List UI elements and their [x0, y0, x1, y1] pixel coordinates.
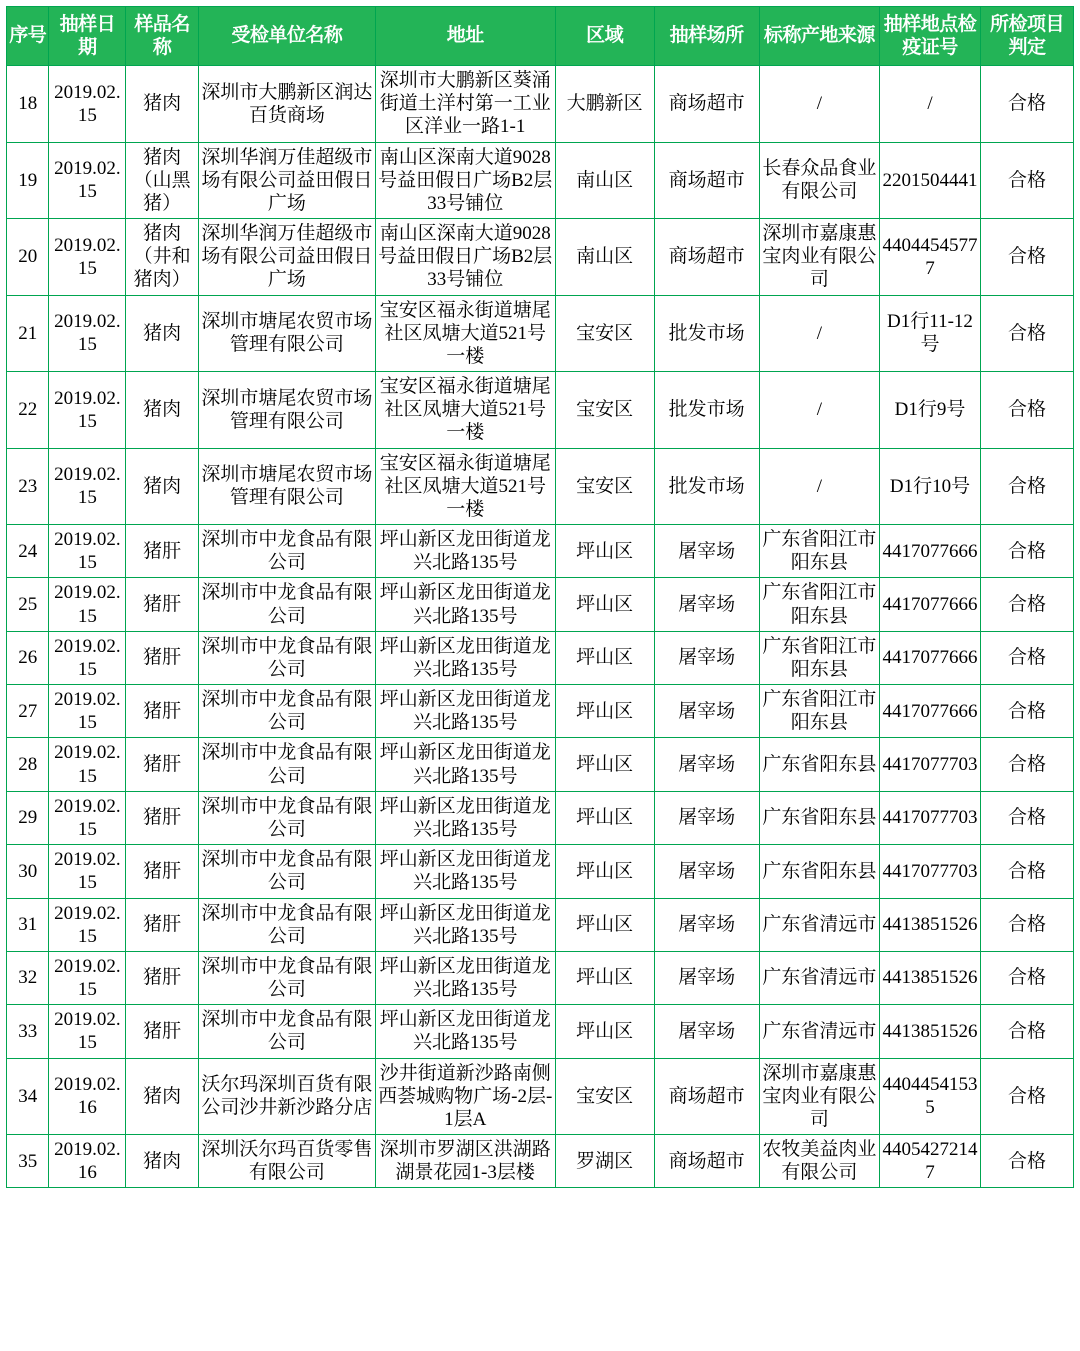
cell-origin: 广东省阳江市阳东县 — [759, 685, 879, 738]
cell-judgement: 合格 — [980, 685, 1073, 738]
cell-inspected-unit: 深圳市中龙食品有限公司 — [198, 631, 375, 684]
cell-sampling-date: 2019.02.15 — [49, 525, 126, 578]
cell-certificate-no: 4417077703 — [879, 791, 980, 844]
cell-sample-name: 猪肝 — [126, 1005, 199, 1058]
cell-sampling-place: 屠宰场 — [654, 1005, 759, 1058]
cell-sampling-place: 批发市场 — [654, 295, 759, 372]
cell-judgement: 合格 — [980, 372, 1073, 449]
cell-address: 坪山新区龙田街道龙兴北路135号 — [375, 525, 555, 578]
cell-sampling-place: 批发市场 — [654, 372, 759, 449]
cell-sampling-date: 2019.02.15 — [49, 951, 126, 1004]
cell-sampling-date: 2019.02.15 — [49, 219, 126, 296]
cell-judgement: 合格 — [980, 295, 1073, 372]
cell-row-number: 19 — [7, 142, 49, 219]
cell-judgement: 合格 — [980, 1005, 1073, 1058]
cell-certificate-no: 4417077703 — [879, 738, 980, 791]
cell-sampling-date: 2019.02.15 — [49, 1005, 126, 1058]
cell-row-number: 18 — [7, 66, 49, 143]
cell-sampling-place: 商场超市 — [654, 66, 759, 143]
column-header-place: 抽样场所 — [654, 7, 759, 66]
cell-origin: 广东省阳江市阳东县 — [759, 525, 879, 578]
cell-sampling-place: 屠宰场 — [654, 845, 759, 898]
cell-sample-name: 猪肝 — [126, 685, 199, 738]
cell-region: 宝安区 — [555, 295, 654, 372]
cell-region: 南山区 — [555, 219, 654, 296]
cell-certificate-no: D1行11-12号 — [879, 295, 980, 372]
cell-certificate-no: 4413851526 — [879, 951, 980, 1004]
table-row — [7, 295, 1074, 372]
cell-address: 坪山新区龙田街道龙兴北路135号 — [375, 845, 555, 898]
cell-region: 罗湖区 — [555, 1135, 654, 1188]
cell-row-number: 27 — [7, 685, 49, 738]
table-row — [7, 448, 1074, 525]
cell-judgement: 合格 — [980, 578, 1073, 631]
cell-region: 坪山区 — [555, 631, 654, 684]
cell-certificate-no: / — [879, 66, 980, 143]
cell-sampling-place: 屠宰场 — [654, 578, 759, 631]
cell-sample-name: 猪肉 — [126, 66, 199, 143]
cell-region: 宝安区 — [555, 448, 654, 525]
cell-sampling-date: 2019.02.15 — [49, 738, 126, 791]
cell-region: 坪山区 — [555, 738, 654, 791]
cell-origin: 广东省阳东县 — [759, 845, 879, 898]
cell-certificate-no: 44044541535 — [879, 1058, 980, 1135]
cell-address: 南山区深南大道9028号益田假日广场B2层33号铺位 — [375, 219, 555, 296]
column-header-region: 区域 — [555, 7, 654, 66]
cell-origin: 长春众品食业有限公司 — [759, 142, 879, 219]
cell-region: 大鹏新区 — [555, 66, 654, 143]
column-header-address: 地址 — [375, 7, 555, 66]
cell-sampling-date: 2019.02.15 — [49, 631, 126, 684]
cell-certificate-no: 4413851526 — [879, 898, 980, 951]
cell-region: 南山区 — [555, 142, 654, 219]
table-row — [7, 372, 1074, 449]
cell-certificate-no: 4417077666 — [879, 578, 980, 631]
cell-origin: 广东省阳江市阳东县 — [759, 578, 879, 631]
cell-address: 坪山新区龙田街道龙兴北路135号 — [375, 951, 555, 1004]
cell-region: 坪山区 — [555, 525, 654, 578]
cell-sampling-place: 商场超市 — [654, 142, 759, 219]
cell-row-number: 20 — [7, 219, 49, 296]
table-row — [7, 631, 1074, 684]
cell-address: 沙井街道新沙路南侧西荟城购物广场-2层-1层A — [375, 1058, 555, 1135]
cell-certificate-no: D1行9号 — [879, 372, 980, 449]
cell-judgement: 合格 — [980, 631, 1073, 684]
cell-region: 坪山区 — [555, 898, 654, 951]
cell-judgement: 合格 — [980, 1058, 1073, 1135]
cell-certificate-no: 44054272147 — [879, 1135, 980, 1188]
column-header-origin: 标称产地来源 — [759, 7, 879, 66]
cell-inspected-unit: 深圳市大鹏新区润达百货商场 — [198, 66, 375, 143]
cell-row-number: 32 — [7, 951, 49, 1004]
table-row — [7, 578, 1074, 631]
cell-region: 坪山区 — [555, 578, 654, 631]
cell-inspected-unit: 深圳市塘尾农贸市场管理有限公司 — [198, 295, 375, 372]
cell-row-number: 23 — [7, 448, 49, 525]
cell-sample-name: 猪肝 — [126, 845, 199, 898]
cell-origin: 农牧美益肉业有限公司 — [759, 1135, 879, 1188]
table-row — [7, 951, 1074, 1004]
cell-judgement: 合格 — [980, 525, 1073, 578]
table-row — [7, 1005, 1074, 1058]
cell-row-number: 24 — [7, 525, 49, 578]
cell-sampling-date: 2019.02.15 — [49, 372, 126, 449]
cell-sampling-date: 2019.02.15 — [49, 791, 126, 844]
cell-sampling-place: 商场超市 — [654, 219, 759, 296]
cell-sampling-date: 2019.02.16 — [49, 1135, 126, 1188]
cell-origin: 广东省清远市 — [759, 898, 879, 951]
cell-sampling-place: 批发市场 — [654, 448, 759, 525]
cell-origin: / — [759, 448, 879, 525]
table-row — [7, 66, 1074, 143]
cell-sampling-place: 屠宰场 — [654, 951, 759, 1004]
cell-row-number: 29 — [7, 791, 49, 844]
cell-sample-name: 猪肝 — [126, 738, 199, 791]
cell-inspected-unit: 沃尔玛深圳百货有限公司沙井新沙路分店 — [198, 1058, 375, 1135]
cell-address: 坪山新区龙田街道龙兴北路135号 — [375, 738, 555, 791]
cell-region: 坪山区 — [555, 951, 654, 1004]
cell-sample-name: 猪肉 — [126, 1135, 199, 1188]
cell-sampling-date: 2019.02.15 — [49, 898, 126, 951]
cell-certificate-no: 4417077666 — [879, 525, 980, 578]
cell-inspected-unit: 深圳市中龙食品有限公司 — [198, 845, 375, 898]
cell-judgement: 合格 — [980, 448, 1073, 525]
cell-region: 坪山区 — [555, 791, 654, 844]
cell-origin: 广东省阳东县 — [759, 738, 879, 791]
cell-inspected-unit: 深圳市中龙食品有限公司 — [198, 685, 375, 738]
cell-sampling-date: 2019.02.15 — [49, 448, 126, 525]
cell-address: 坪山新区龙田街道龙兴北路135号 — [375, 578, 555, 631]
cell-address: 宝安区福永街道塘尾社区凤塘大道521号一楼 — [375, 372, 555, 449]
cell-region: 坪山区 — [555, 685, 654, 738]
cell-address: 深圳市大鹏新区葵涌街道土洋村第一工业区洋业一路1-1 — [375, 66, 555, 143]
cell-origin: 广东省阳东县 — [759, 791, 879, 844]
cell-judgement: 合格 — [980, 791, 1073, 844]
column-header-date: 抽样日期 — [49, 7, 126, 66]
cell-origin: / — [759, 295, 879, 372]
cell-sample-name: 猪肝 — [126, 525, 199, 578]
cell-sample-name: 猪肉（井和猪肉） — [126, 219, 199, 296]
column-header-no: 序号 — [7, 7, 49, 66]
cell-sampling-date: 2019.02.15 — [49, 66, 126, 143]
cell-certificate-no: 4417077666 — [879, 631, 980, 684]
cell-address: 坪山新区龙田街道龙兴北路135号 — [375, 898, 555, 951]
table-row — [7, 219, 1074, 296]
table-row — [7, 1058, 1074, 1135]
cell-inspected-unit: 深圳市中龙食品有限公司 — [198, 578, 375, 631]
cell-sample-name: 猪肝 — [126, 898, 199, 951]
cell-row-number: 33 — [7, 1005, 49, 1058]
cell-judgement: 合格 — [980, 142, 1073, 219]
cell-sample-name: 猪肝 — [126, 631, 199, 684]
cell-row-number: 34 — [7, 1058, 49, 1135]
column-header-sample-name: 样品名称 — [126, 7, 199, 66]
cell-certificate-no: D1行10号 — [879, 448, 980, 525]
cell-address: 深圳市罗湖区洪湖路湖景花园1-3层楼 — [375, 1135, 555, 1188]
cell-sample-name: 猪肝 — [126, 578, 199, 631]
cell-inspected-unit: 深圳市中龙食品有限公司 — [198, 738, 375, 791]
cell-origin: / — [759, 372, 879, 449]
cell-inspected-unit: 深圳市中龙食品有限公司 — [198, 951, 375, 1004]
table-row — [7, 738, 1074, 791]
cell-judgement: 合格 — [980, 219, 1073, 296]
cell-origin: 广东省清远市 — [759, 951, 879, 1004]
cell-inspected-unit: 深圳市中龙食品有限公司 — [198, 525, 375, 578]
cell-judgement: 合格 — [980, 66, 1073, 143]
table-row — [7, 1135, 1074, 1188]
cell-sampling-place: 屠宰场 — [654, 738, 759, 791]
cell-certificate-no: 44044545777 — [879, 219, 980, 296]
table-row — [7, 791, 1074, 844]
column-header-result: 所检项目判定 — [980, 7, 1073, 66]
cell-sampling-date: 2019.02.15 — [49, 578, 126, 631]
cell-judgement: 合格 — [980, 951, 1073, 1004]
cell-address: 坪山新区龙田街道龙兴北路135号 — [375, 685, 555, 738]
table-row — [7, 525, 1074, 578]
cell-sampling-date: 2019.02.16 — [49, 1058, 126, 1135]
cell-sample-name: 猪肝 — [126, 951, 199, 1004]
cell-row-number: 22 — [7, 372, 49, 449]
cell-region: 宝安区 — [555, 1058, 654, 1135]
table-row — [7, 898, 1074, 951]
table-row — [7, 845, 1074, 898]
cell-row-number: 31 — [7, 898, 49, 951]
cell-certificate-no: 4417077703 — [879, 845, 980, 898]
cell-judgement: 合格 — [980, 738, 1073, 791]
cell-certificate-no: 4417077666 — [879, 685, 980, 738]
cell-inspected-unit: 深圳市中龙食品有限公司 — [198, 1005, 375, 1058]
cell-sampling-place: 屠宰场 — [654, 631, 759, 684]
cell-inspected-unit: 深圳华润万佳超级市场有限公司益田假日广场 — [198, 142, 375, 219]
cell-address: 坪山新区龙田街道龙兴北路135号 — [375, 1005, 555, 1058]
cell-row-number: 28 — [7, 738, 49, 791]
column-header-unit: 受检单位名称 — [198, 7, 375, 66]
cell-origin: 深圳市嘉康惠宝肉业有限公司 — [759, 219, 879, 296]
cell-region: 宝安区 — [555, 372, 654, 449]
sampling-results-table — [6, 6, 1074, 1188]
cell-sampling-date: 2019.02.15 — [49, 685, 126, 738]
cell-inspected-unit: 深圳市塘尾农贸市场管理有限公司 — [198, 448, 375, 525]
table-header-row — [7, 7, 1074, 66]
cell-sampling-place: 商场超市 — [654, 1058, 759, 1135]
cell-row-number: 30 — [7, 845, 49, 898]
cell-region: 坪山区 — [555, 1005, 654, 1058]
table-row — [7, 685, 1074, 738]
cell-row-number: 26 — [7, 631, 49, 684]
cell-judgement: 合格 — [980, 898, 1073, 951]
cell-certificate-no: 4413851526 — [879, 1005, 980, 1058]
cell-judgement: 合格 — [980, 845, 1073, 898]
cell-origin: 广东省清远市 — [759, 1005, 879, 1058]
cell-sampling-place: 商场超市 — [654, 1135, 759, 1188]
cell-inspected-unit: 深圳市中龙食品有限公司 — [198, 791, 375, 844]
cell-row-number: 21 — [7, 295, 49, 372]
cell-sampling-date: 2019.02.15 — [49, 142, 126, 219]
cell-sampling-date: 2019.02.15 — [49, 295, 126, 372]
cell-region: 坪山区 — [555, 845, 654, 898]
cell-sampling-place: 屠宰场 — [654, 685, 759, 738]
cell-certificate-no: 2201504441 — [879, 142, 980, 219]
cell-address: 坪山新区龙田街道龙兴北路135号 — [375, 631, 555, 684]
cell-inspected-unit: 深圳市中龙食品有限公司 — [198, 898, 375, 951]
cell-address: 宝安区福永街道塘尾社区凤塘大道521号一楼 — [375, 295, 555, 372]
cell-sample-name: 猪肝 — [126, 791, 199, 844]
cell-row-number: 35 — [7, 1135, 49, 1188]
cell-address: 坪山新区龙田街道龙兴北路135号 — [375, 791, 555, 844]
cell-origin: 深圳市嘉康惠宝肉业有限公司 — [759, 1058, 879, 1135]
cell-inspected-unit: 深圳华润万佳超级市场有限公司益田假日广场 — [198, 219, 375, 296]
cell-origin: / — [759, 66, 879, 143]
cell-sample-name: 猪肉 — [126, 1058, 199, 1135]
cell-judgement: 合格 — [980, 1135, 1073, 1188]
cell-address: 宝安区福永街道塘尾社区凤塘大道521号一楼 — [375, 448, 555, 525]
cell-sample-name: 猪肉（山黑猪） — [126, 142, 199, 219]
cell-sampling-date: 2019.02.15 — [49, 845, 126, 898]
cell-sampling-place: 屠宰场 — [654, 898, 759, 951]
cell-row-number: 25 — [7, 578, 49, 631]
cell-origin: 广东省阳江市阳东县 — [759, 631, 879, 684]
cell-sample-name: 猪肉 — [126, 372, 199, 449]
table-row — [7, 142, 1074, 219]
cell-address: 南山区深南大道9028号益田假日广场B2层33号铺位 — [375, 142, 555, 219]
cell-sampling-place: 屠宰场 — [654, 525, 759, 578]
cell-inspected-unit: 深圳市塘尾农贸市场管理有限公司 — [198, 372, 375, 449]
cell-sample-name: 猪肉 — [126, 295, 199, 372]
cell-sampling-place: 屠宰场 — [654, 791, 759, 844]
cell-inspected-unit: 深圳沃尔玛百货零售有限公司 — [198, 1135, 375, 1188]
cell-sample-name: 猪肉 — [126, 448, 199, 525]
column-header-certificate: 抽样地点检疫证号 — [879, 7, 980, 66]
